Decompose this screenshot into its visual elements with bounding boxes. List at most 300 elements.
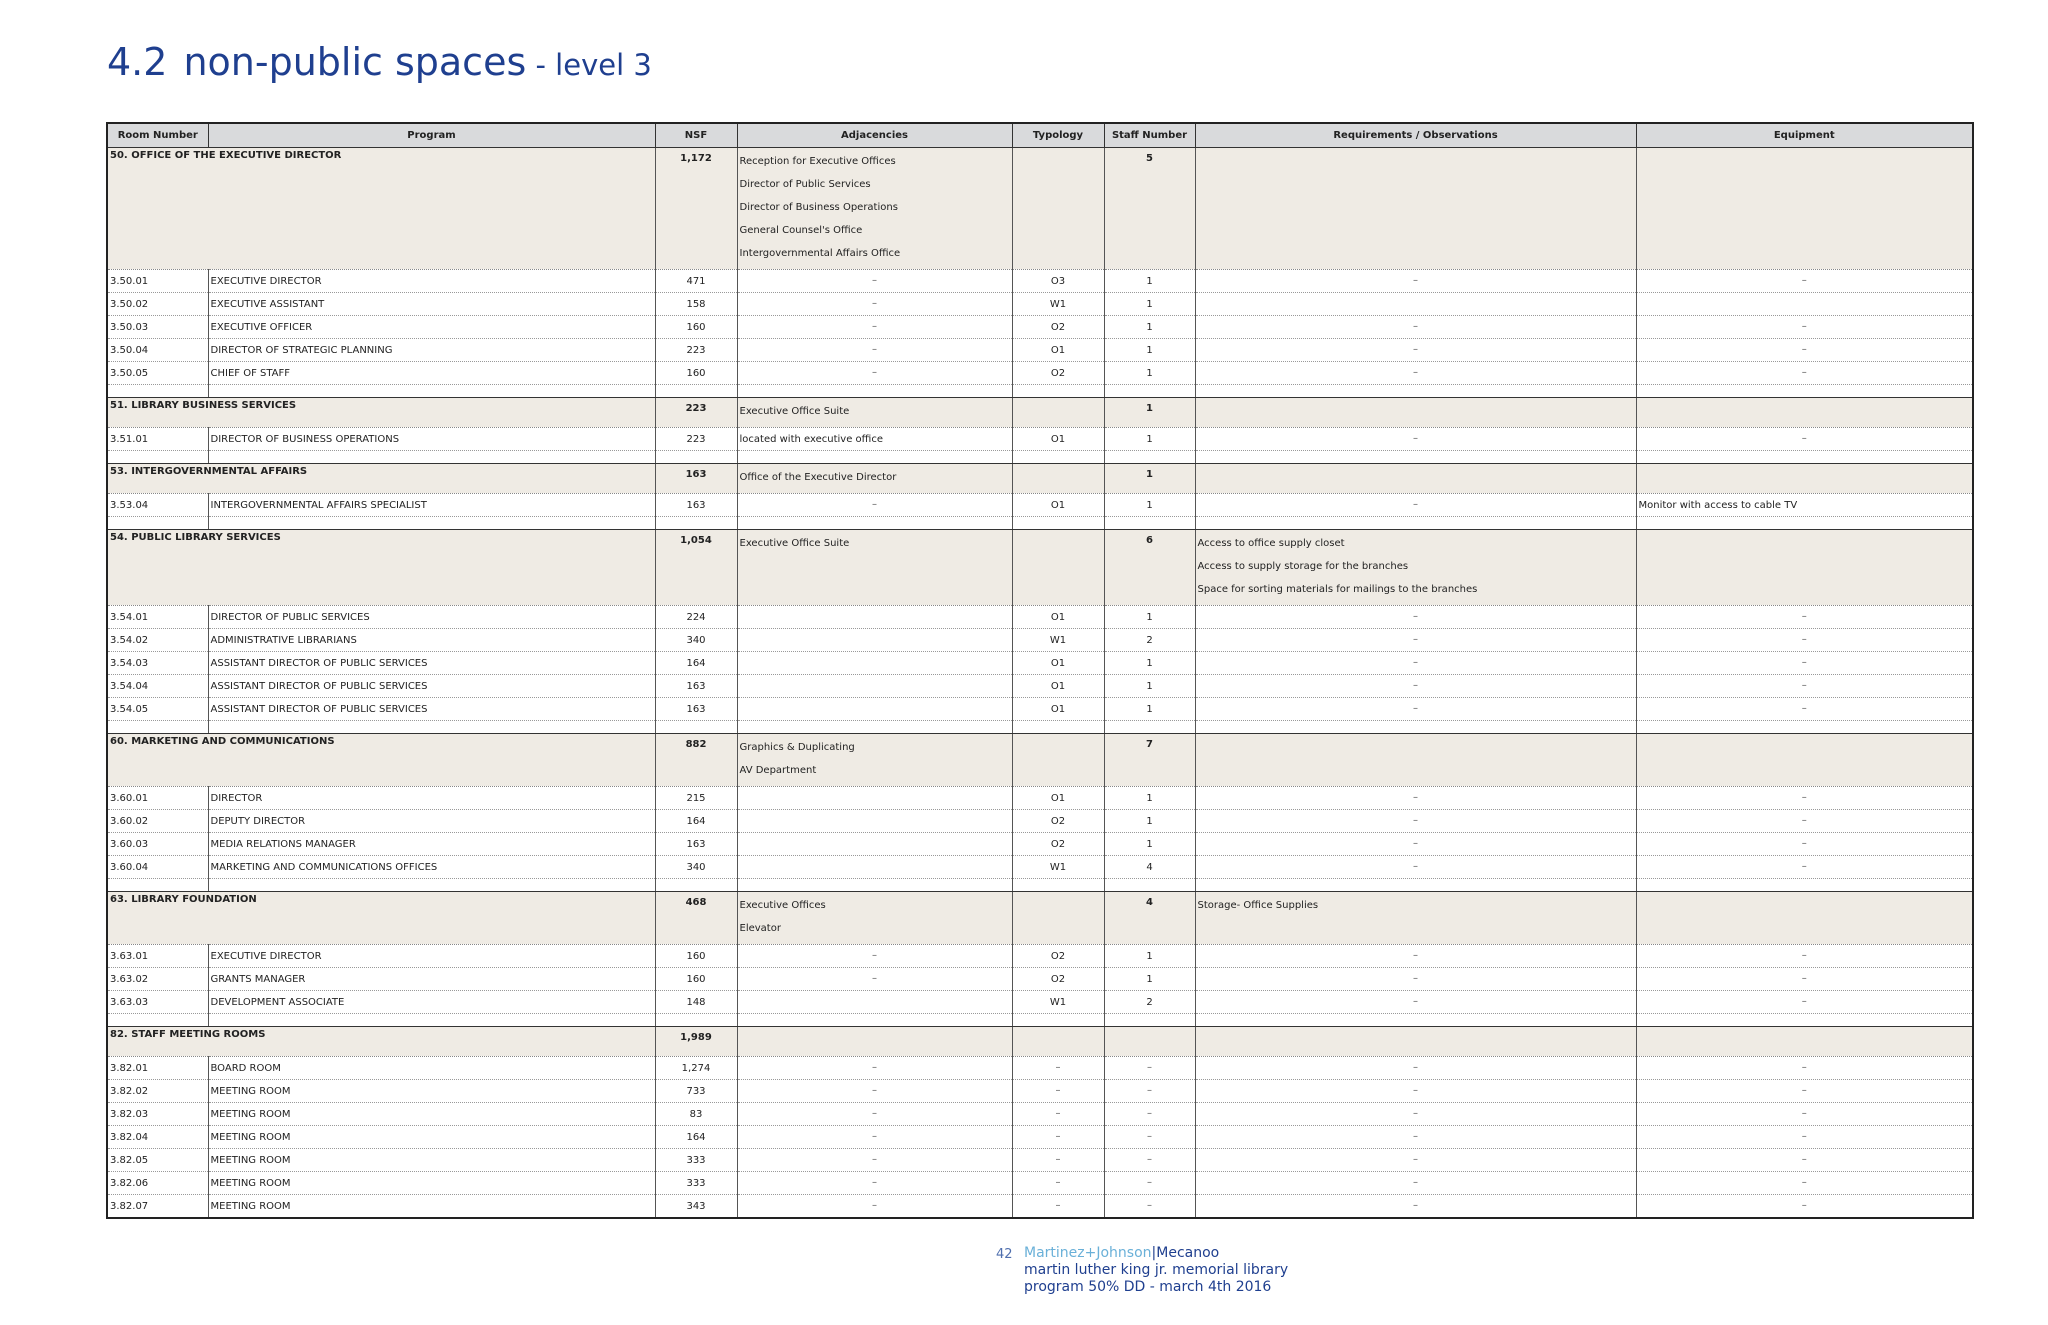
section-number: 4.2 bbox=[107, 40, 168, 84]
firm-separator: | bbox=[1151, 1245, 1157, 1261]
document-phase: program 50% DD - march 4th 2016 bbox=[1024, 1279, 1272, 1295]
section-spacer-row bbox=[107, 721, 1973, 734]
equipment-cell: – bbox=[1636, 270, 1973, 293]
nsf-cell: 333 bbox=[655, 1149, 737, 1172]
spacer-cell bbox=[1104, 517, 1195, 530]
section-nsf: 468 bbox=[655, 892, 737, 945]
adjacency-item: Executive Offices bbox=[739, 900, 826, 911]
section-header-row bbox=[107, 734, 1973, 787]
table-row bbox=[107, 833, 1973, 856]
section-staff-number: 1 bbox=[1104, 464, 1195, 494]
adjacency-cell: – bbox=[737, 968, 1012, 991]
staff-number-cell: 1 bbox=[1104, 428, 1195, 451]
requirements-cell: – bbox=[1195, 1080, 1636, 1103]
table-row bbox=[107, 494, 1973, 517]
section-staff-number: 5 bbox=[1104, 148, 1195, 270]
room-number-cell: 3.82.06 bbox=[107, 1172, 208, 1195]
typology-cell: O2 bbox=[1012, 945, 1104, 968]
spacer-cell bbox=[737, 1014, 1012, 1027]
typology-cell: – bbox=[1012, 1195, 1104, 1219]
section-typology bbox=[1012, 734, 1104, 787]
program-cell: MARKETING AND COMMUNICATIONS OFFICES bbox=[208, 856, 655, 879]
spacer-cell bbox=[1195, 451, 1636, 464]
nsf-cell: 164 bbox=[655, 1126, 737, 1149]
section-staff-number bbox=[1104, 1027, 1195, 1057]
equipment-cell: – bbox=[1636, 339, 1973, 362]
section-staff-number: 6 bbox=[1104, 530, 1195, 606]
section-nsf: 1,172 bbox=[655, 148, 737, 270]
room-number-cell: 3.50.04 bbox=[107, 339, 208, 362]
adjacency-item: Director of Public Services bbox=[739, 179, 871, 190]
equipment-cell: – bbox=[1636, 1195, 1973, 1219]
col-header-staff-number: Staff Number bbox=[1104, 123, 1195, 148]
section-nsf: 223 bbox=[655, 398, 737, 428]
room-number-cell: 3.82.02 bbox=[107, 1080, 208, 1103]
typology-cell: O1 bbox=[1012, 339, 1104, 362]
staff-number-cell: 1 bbox=[1104, 698, 1195, 721]
program-cell: INTERGOVERNMENTAL AFFAIRS SPECIALIST bbox=[208, 494, 655, 517]
equipment-cell: – bbox=[1636, 991, 1973, 1014]
staff-number-cell: 2 bbox=[1104, 991, 1195, 1014]
spacer-cell bbox=[1636, 721, 1973, 734]
nsf-cell: 164 bbox=[655, 652, 737, 675]
requirements-cell: – bbox=[1195, 1149, 1636, 1172]
nsf-cell: 163 bbox=[655, 698, 737, 721]
nsf-cell: 164 bbox=[655, 810, 737, 833]
staff-number-cell: 1 bbox=[1104, 833, 1195, 856]
program-cell: DEVELOPMENT ASSOCIATE bbox=[208, 991, 655, 1014]
table-row bbox=[107, 316, 1973, 339]
nsf-cell: 340 bbox=[655, 629, 737, 652]
section-nsf: 163 bbox=[655, 464, 737, 494]
section-requirements bbox=[1195, 398, 1636, 428]
col-header-equipment: Equipment bbox=[1636, 123, 1973, 148]
requirements-cell: – bbox=[1195, 675, 1636, 698]
table-row bbox=[107, 698, 1973, 721]
section-adjacencies bbox=[737, 398, 1012, 428]
section-typology bbox=[1012, 892, 1104, 945]
room-number-cell: 3.51.01 bbox=[107, 428, 208, 451]
table-row bbox=[107, 293, 1973, 316]
program-table-wrapper bbox=[106, 122, 1972, 1219]
equipment-cell: – bbox=[1636, 856, 1973, 879]
adjacency-cell bbox=[737, 629, 1012, 652]
program-cell: ASSISTANT DIRECTOR OF PUBLIC SERVICES bbox=[208, 698, 655, 721]
spacer-cell bbox=[655, 451, 737, 464]
spacer-cell bbox=[1104, 1014, 1195, 1027]
section-equipment bbox=[1636, 734, 1973, 787]
equipment-cell bbox=[1636, 293, 1973, 316]
adjacency-cell: located with executive office bbox=[737, 428, 1012, 451]
section-nsf: 1,989 bbox=[655, 1027, 737, 1057]
staff-number-cell: – bbox=[1104, 1057, 1195, 1080]
spacer-cell bbox=[1012, 1014, 1104, 1027]
adjacency-cell: – bbox=[737, 339, 1012, 362]
nsf-cell: 148 bbox=[655, 991, 737, 1014]
adjacency-item: Graphics & Duplicating bbox=[739, 742, 855, 753]
col-header-nsf: NSF bbox=[655, 123, 737, 148]
adjacency-cell: – bbox=[737, 1103, 1012, 1126]
equipment-cell: – bbox=[1636, 316, 1973, 339]
nsf-cell: 158 bbox=[655, 293, 737, 316]
section-requirements bbox=[1195, 1027, 1636, 1057]
equipment-cell: – bbox=[1636, 675, 1973, 698]
staff-number-cell: 1 bbox=[1104, 316, 1195, 339]
adjacency-item: Intergovernmental Affairs Office bbox=[739, 248, 901, 259]
room-number-cell: 3.54.02 bbox=[107, 629, 208, 652]
spacer-cell bbox=[107, 1014, 208, 1027]
staff-number-cell: 1 bbox=[1104, 270, 1195, 293]
section-header-row bbox=[107, 530, 1973, 606]
spacer-cell bbox=[107, 879, 208, 892]
program-cell: DIRECTOR OF BUSINESS OPERATIONS bbox=[208, 428, 655, 451]
section-requirements bbox=[1195, 148, 1636, 270]
equipment-cell: – bbox=[1636, 1103, 1973, 1126]
typology-cell: O2 bbox=[1012, 316, 1104, 339]
adjacency-cell: – bbox=[737, 494, 1012, 517]
spacer-cell bbox=[655, 721, 737, 734]
adjacency-cell: – bbox=[737, 945, 1012, 968]
spacer-cell bbox=[1195, 879, 1636, 892]
table-row bbox=[107, 362, 1973, 385]
section-header-row bbox=[107, 464, 1973, 494]
section-requirements bbox=[1195, 464, 1636, 494]
nsf-cell: 223 bbox=[655, 339, 737, 362]
firm-martinez-johnson: Martinez+Johnson bbox=[1024, 1245, 1152, 1261]
spacer-cell bbox=[1012, 451, 1104, 464]
program-cell: CHIEF OF STAFF bbox=[208, 362, 655, 385]
staff-number-cell: 1 bbox=[1104, 494, 1195, 517]
spacer-cell bbox=[737, 385, 1012, 398]
equipment-cell: – bbox=[1636, 810, 1973, 833]
spacer-cell bbox=[655, 879, 737, 892]
program-cell: EXECUTIVE DIRECTOR bbox=[208, 945, 655, 968]
section-adjacencies bbox=[737, 464, 1012, 494]
staff-number-cell: 1 bbox=[1104, 810, 1195, 833]
col-header-typology: Typology bbox=[1012, 123, 1104, 148]
adjacency-item: General Counsel's Office bbox=[739, 225, 863, 236]
requirements-cell: – bbox=[1195, 968, 1636, 991]
section-typology bbox=[1012, 464, 1104, 494]
table-row bbox=[107, 629, 1973, 652]
section-nsf: 1,054 bbox=[655, 530, 737, 606]
program-cell: MEETING ROOM bbox=[208, 1149, 655, 1172]
requirements-cell: – bbox=[1195, 339, 1636, 362]
typology-cell: O1 bbox=[1012, 698, 1104, 721]
equipment-cell: – bbox=[1636, 1080, 1973, 1103]
adjacency-item: Reception for Executive Offices bbox=[739, 156, 896, 167]
adjacency-cell: – bbox=[737, 1195, 1012, 1219]
program-cell: MEDIA RELATIONS MANAGER bbox=[208, 833, 655, 856]
firm-names bbox=[1024, 1245, 1219, 1261]
staff-number-cell: 1 bbox=[1104, 675, 1195, 698]
typology-cell: O1 bbox=[1012, 652, 1104, 675]
equipment-cell: – bbox=[1636, 833, 1973, 856]
room-number-cell: 3.82.04 bbox=[107, 1126, 208, 1149]
spacer-cell bbox=[208, 517, 655, 530]
program-cell: MEETING ROOM bbox=[208, 1080, 655, 1103]
equipment-cell: – bbox=[1636, 1149, 1973, 1172]
requirements-cell: – bbox=[1195, 494, 1636, 517]
section-typology bbox=[1012, 530, 1104, 606]
adjacency-cell bbox=[737, 606, 1012, 629]
requirements-cell: – bbox=[1195, 606, 1636, 629]
nsf-cell: 343 bbox=[655, 1195, 737, 1219]
room-number-cell: 3.60.02 bbox=[107, 810, 208, 833]
spacer-cell bbox=[1636, 1014, 1973, 1027]
section-name: 54. PUBLIC LIBRARY SERVICES bbox=[107, 530, 655, 606]
room-number-cell: 3.82.07 bbox=[107, 1195, 208, 1219]
col-header-program: Program bbox=[208, 123, 655, 148]
spacer-cell bbox=[107, 385, 208, 398]
equipment-cell: – bbox=[1636, 698, 1973, 721]
staff-number-cell: – bbox=[1104, 1195, 1195, 1219]
section-adjacencies bbox=[737, 892, 1012, 945]
spacer-cell bbox=[1012, 721, 1104, 734]
spacer-cell bbox=[655, 1014, 737, 1027]
section-staff-number: 7 bbox=[1104, 734, 1195, 787]
room-number-cell: 3.63.02 bbox=[107, 968, 208, 991]
section-name: 51. LIBRARY BUSINESS SERVICES bbox=[107, 398, 655, 428]
section-requirements bbox=[1195, 892, 1636, 945]
staff-number-cell: – bbox=[1104, 1149, 1195, 1172]
table-row bbox=[107, 1126, 1973, 1149]
staff-number-cell: 1 bbox=[1104, 652, 1195, 675]
typology-cell: – bbox=[1012, 1057, 1104, 1080]
section-header-row bbox=[107, 1027, 1973, 1057]
adjacency-cell bbox=[737, 675, 1012, 698]
nsf-cell: 333 bbox=[655, 1172, 737, 1195]
section-requirements bbox=[1195, 530, 1636, 606]
table-row bbox=[107, 652, 1973, 675]
typology-cell: O1 bbox=[1012, 787, 1104, 810]
room-number-cell: 3.82.03 bbox=[107, 1103, 208, 1126]
nsf-cell: 163 bbox=[655, 833, 737, 856]
staff-number-cell: – bbox=[1104, 1080, 1195, 1103]
table-row bbox=[107, 945, 1973, 968]
table-row bbox=[107, 1172, 1973, 1195]
spacer-cell bbox=[1104, 451, 1195, 464]
typology-cell: O2 bbox=[1012, 968, 1104, 991]
section-name: 82. STAFF MEETING ROOMS bbox=[107, 1027, 655, 1057]
table-row bbox=[107, 1057, 1973, 1080]
room-number-cell: 3.50.01 bbox=[107, 270, 208, 293]
equipment-cell: – bbox=[1636, 945, 1973, 968]
typology-cell: O3 bbox=[1012, 270, 1104, 293]
section-equipment bbox=[1636, 398, 1973, 428]
program-cell: MEETING ROOM bbox=[208, 1195, 655, 1219]
typology-cell: O2 bbox=[1012, 833, 1104, 856]
nsf-cell: 224 bbox=[655, 606, 737, 629]
room-number-cell: 3.60.03 bbox=[107, 833, 208, 856]
requirements-cell: – bbox=[1195, 1103, 1636, 1126]
requirements-cell: – bbox=[1195, 945, 1636, 968]
program-cell: DIRECTOR OF PUBLIC SERVICES bbox=[208, 606, 655, 629]
nsf-cell: 733 bbox=[655, 1080, 737, 1103]
nsf-cell: 1,274 bbox=[655, 1057, 737, 1080]
table-body bbox=[107, 148, 1973, 1219]
nsf-cell: 163 bbox=[655, 494, 737, 517]
program-cell: ADMINISTRATIVE LIBRARIANS bbox=[208, 629, 655, 652]
requirements-cell: – bbox=[1195, 362, 1636, 385]
spacer-cell bbox=[737, 721, 1012, 734]
typology-cell: W1 bbox=[1012, 856, 1104, 879]
adjacency-cell: – bbox=[737, 1080, 1012, 1103]
requirements-cell: – bbox=[1195, 991, 1636, 1014]
requirements-cell: – bbox=[1195, 787, 1636, 810]
section-spacer-row bbox=[107, 451, 1973, 464]
table-row bbox=[107, 270, 1973, 293]
adjacency-cell bbox=[737, 698, 1012, 721]
equipment-cell: Monitor with access to cable TV bbox=[1636, 494, 1973, 517]
nsf-cell: 215 bbox=[655, 787, 737, 810]
section-name: 63. LIBRARY FOUNDATION bbox=[107, 892, 655, 945]
section-spacer-row bbox=[107, 517, 1973, 530]
section-equipment bbox=[1636, 464, 1973, 494]
room-number-cell: 3.54.04 bbox=[107, 675, 208, 698]
table-row bbox=[107, 787, 1973, 810]
program-cell: ASSISTANT DIRECTOR OF PUBLIC SERVICES bbox=[208, 675, 655, 698]
table-row bbox=[107, 675, 1973, 698]
typology-cell: – bbox=[1012, 1103, 1104, 1126]
requirements-cell: – bbox=[1195, 833, 1636, 856]
adjacency-cell: – bbox=[737, 1126, 1012, 1149]
nsf-cell: 160 bbox=[655, 362, 737, 385]
staff-number-cell: 1 bbox=[1104, 945, 1195, 968]
equipment-cell: – bbox=[1636, 629, 1973, 652]
nsf-cell: 471 bbox=[655, 270, 737, 293]
section-equipment bbox=[1636, 148, 1973, 270]
typology-cell: O1 bbox=[1012, 675, 1104, 698]
program-cell: EXECUTIVE ASSISTANT bbox=[208, 293, 655, 316]
section-name: 50. OFFICE OF THE EXECUTIVE DIRECTOR bbox=[107, 148, 655, 270]
equipment-cell: – bbox=[1636, 652, 1973, 675]
equipment-cell: – bbox=[1636, 362, 1973, 385]
spacer-cell bbox=[737, 879, 1012, 892]
typology-cell: O2 bbox=[1012, 362, 1104, 385]
section-subtitle: - level 3 bbox=[526, 48, 652, 82]
nsf-cell: 163 bbox=[655, 675, 737, 698]
section-name: 60. MARKETING AND COMMUNICATIONS bbox=[107, 734, 655, 787]
section-spacer-row bbox=[107, 879, 1973, 892]
spacer-cell bbox=[1636, 517, 1973, 530]
section-header-row bbox=[107, 148, 1973, 270]
equipment-cell: – bbox=[1636, 606, 1973, 629]
spacer-cell bbox=[208, 721, 655, 734]
section-nsf: 882 bbox=[655, 734, 737, 787]
room-number-cell: 3.54.03 bbox=[107, 652, 208, 675]
program-cell: DIRECTOR OF STRATEGIC PLANNING bbox=[208, 339, 655, 362]
section-adjacencies bbox=[737, 148, 1012, 270]
adjacency-cell bbox=[737, 833, 1012, 856]
requirements-cell: – bbox=[1195, 856, 1636, 879]
room-number-cell: 3.50.02 bbox=[107, 293, 208, 316]
section-spacer-row bbox=[107, 385, 1973, 398]
adjacency-cell: – bbox=[737, 1149, 1012, 1172]
requirements-cell: – bbox=[1195, 1195, 1636, 1219]
typology-cell: O1 bbox=[1012, 494, 1104, 517]
requirements-cell: – bbox=[1195, 1057, 1636, 1080]
typology-cell: W1 bbox=[1012, 293, 1104, 316]
nsf-cell: 340 bbox=[655, 856, 737, 879]
staff-number-cell: 1 bbox=[1104, 787, 1195, 810]
staff-number-cell: 1 bbox=[1104, 968, 1195, 991]
spacer-cell bbox=[1012, 517, 1104, 530]
room-number-cell: 3.63.01 bbox=[107, 945, 208, 968]
staff-number-cell: – bbox=[1104, 1172, 1195, 1195]
typology-cell: – bbox=[1012, 1149, 1104, 1172]
program-cell: GRANTS MANAGER bbox=[208, 968, 655, 991]
adjacency-cell bbox=[737, 652, 1012, 675]
adjacency-cell bbox=[737, 856, 1012, 879]
staff-number-cell: 1 bbox=[1104, 339, 1195, 362]
spacer-cell bbox=[737, 451, 1012, 464]
staff-number-cell: 1 bbox=[1104, 606, 1195, 629]
typology-cell: – bbox=[1012, 1172, 1104, 1195]
program-table bbox=[106, 122, 1974, 1219]
spacer-cell bbox=[208, 451, 655, 464]
requirements-cell bbox=[1195, 293, 1636, 316]
adjacency-cell bbox=[737, 810, 1012, 833]
spacer-cell bbox=[655, 517, 737, 530]
equipment-cell: – bbox=[1636, 1126, 1973, 1149]
typology-cell: O1 bbox=[1012, 606, 1104, 629]
spacer-cell bbox=[1195, 385, 1636, 398]
table-row bbox=[107, 856, 1973, 879]
room-number-cell: 3.82.01 bbox=[107, 1057, 208, 1080]
staff-number-cell: 2 bbox=[1104, 629, 1195, 652]
requirements-cell: – bbox=[1195, 316, 1636, 339]
program-cell: DEPUTY DIRECTOR bbox=[208, 810, 655, 833]
page-number: 42 bbox=[996, 1247, 1013, 1262]
room-number-cell: 3.60.01 bbox=[107, 787, 208, 810]
section-typology bbox=[1012, 148, 1104, 270]
spacer-cell bbox=[1012, 385, 1104, 398]
program-cell: MEETING ROOM bbox=[208, 1172, 655, 1195]
room-number-cell: 3.54.05 bbox=[107, 698, 208, 721]
typology-cell: W1 bbox=[1012, 991, 1104, 1014]
nsf-cell: 223 bbox=[655, 428, 737, 451]
room-number-cell: 3.54.01 bbox=[107, 606, 208, 629]
spacer-cell bbox=[1012, 879, 1104, 892]
table-row bbox=[107, 968, 1973, 991]
spacer-cell bbox=[107, 517, 208, 530]
nsf-cell: 160 bbox=[655, 316, 737, 339]
typology-cell: – bbox=[1012, 1080, 1104, 1103]
typology-cell: O1 bbox=[1012, 428, 1104, 451]
table-row bbox=[107, 1080, 1973, 1103]
staff-number-cell: – bbox=[1104, 1103, 1195, 1126]
table-row bbox=[107, 428, 1973, 451]
spacer-cell bbox=[1104, 879, 1195, 892]
staff-number-cell: 1 bbox=[1104, 362, 1195, 385]
room-number-cell: 3.82.05 bbox=[107, 1149, 208, 1172]
section-header-row bbox=[107, 892, 1973, 945]
adjacency-item: Executive Office Suite bbox=[739, 538, 850, 549]
adjacency-item: AV Department bbox=[739, 765, 817, 776]
adjacency-cell: – bbox=[737, 362, 1012, 385]
firm-mecanoo: Mecanoo bbox=[1156, 1245, 1220, 1261]
adjacency-cell bbox=[737, 787, 1012, 810]
spacer-cell bbox=[1104, 385, 1195, 398]
spacer-cell bbox=[107, 451, 208, 464]
spacer-cell bbox=[1195, 517, 1636, 530]
page-title bbox=[107, 40, 652, 84]
table-row bbox=[107, 1149, 1973, 1172]
section-staff-number: 1 bbox=[1104, 398, 1195, 428]
adjacency-item: Executive Office Suite bbox=[739, 406, 850, 417]
requirements-cell: – bbox=[1195, 810, 1636, 833]
